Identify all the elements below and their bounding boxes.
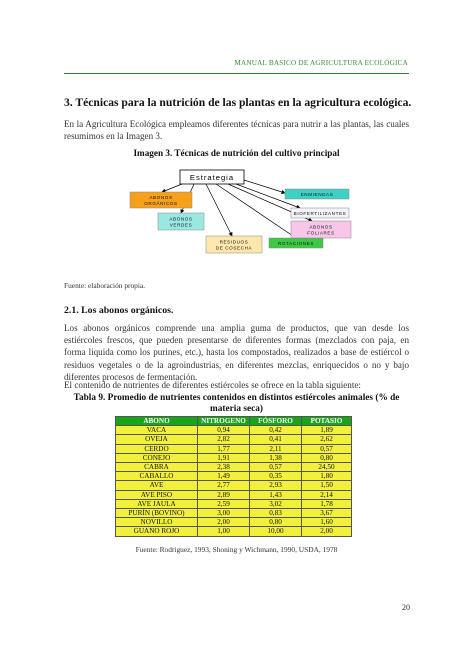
diagram-node xyxy=(206,236,262,253)
diagram-node-label: VERDES xyxy=(169,222,193,228)
header-rule xyxy=(64,73,409,74)
table-cell-value: 24,50 xyxy=(302,463,352,472)
table-cell-abono: OVEJA xyxy=(116,435,198,444)
table-cell-value: 0,35 xyxy=(250,472,302,481)
table-cell-value: 2,38 xyxy=(198,463,250,472)
diagram-node xyxy=(291,208,349,218)
column-header-nitrogeno: NITROGENO xyxy=(198,417,250,426)
nutrient-table xyxy=(115,416,352,537)
table-cell-value: 2,62 xyxy=(302,435,352,444)
table-caption: Tabla 9. Promedio de nutrientes contenidos en distintos estiércoles animales (% de materia seca) xyxy=(73,393,400,414)
table-cell-value: 1,60 xyxy=(302,518,352,527)
table-cell-value: 1,49 xyxy=(198,472,250,481)
diagram-node xyxy=(158,213,204,230)
table-cell-value: 1,50 xyxy=(302,481,352,490)
diagram-node-label: BIOFERTILIZANTES xyxy=(293,210,347,216)
table-cell-value: 3,02 xyxy=(250,499,302,508)
figure-caption: Imagen 3. Técnicas de nutrición del cultivo principal xyxy=(133,148,340,158)
table-cell-value: 2,59 xyxy=(198,499,250,508)
diagram-node xyxy=(285,189,349,199)
table-cell-value: 0,57 xyxy=(250,463,302,472)
table-cell-value: 10,00 xyxy=(250,527,302,536)
section-title: 3. Técnicas para la nutrición de las plantas en la agricultura ecológica. xyxy=(64,96,412,109)
table-row xyxy=(116,453,352,462)
table-cell-abono: NOVILLO xyxy=(116,518,198,527)
table-cell-value: 0,80 xyxy=(302,453,352,462)
table-cell-value: 1,91 xyxy=(198,453,250,462)
diagram-arrow xyxy=(216,184,296,238)
table-cell-abono: AVE xyxy=(116,481,198,490)
table-body xyxy=(116,426,352,536)
table-cell-value: 1,38 xyxy=(250,453,302,462)
table-intro-paragraph: El contenido de nutrientes de diferentes estiércoles se ofrece en la tabla siguiente: xyxy=(64,380,361,390)
table-header-row xyxy=(116,417,352,426)
diagram-node-label: DE COSECHA xyxy=(215,245,253,251)
subsection-title: 2.1. Los abonos orgánicos. xyxy=(64,305,174,316)
table-row xyxy=(116,499,352,508)
table-cell-abono: AVE JAULA xyxy=(116,499,198,508)
table-row xyxy=(116,472,352,481)
table-cell-value: 2,11 xyxy=(250,444,302,453)
table-source: Fuente: Rodriguez, 1993, Shoning y Wichmann, 1990, USDA, 1978 xyxy=(135,545,338,554)
table-cell-value: 1,00 xyxy=(198,527,250,536)
table-cell-value: 1,43 xyxy=(250,490,302,499)
table-cell-value: 2,00 xyxy=(198,518,250,527)
diagram-arrow xyxy=(162,184,182,192)
table-row xyxy=(116,490,352,499)
table-row xyxy=(116,444,352,453)
table-cell-value: 0,80 xyxy=(250,518,302,527)
intro-paragraph: En la Agricultura Ecológica empleamos diferentes técnicas para nutrir a las plantas, las cuales resumimos en la Imagen 3. xyxy=(64,119,409,141)
column-header-abono: ABONO xyxy=(116,417,198,426)
table-row xyxy=(116,518,352,527)
table-cell-value: 1,89 xyxy=(302,426,352,435)
diagram-node xyxy=(269,238,323,248)
diagram-node-label: FOLIARES xyxy=(307,230,335,236)
table-cell-value: 0,41 xyxy=(250,435,302,444)
table-cell-value: 2,00 xyxy=(302,527,352,536)
diagram-node-label: ABONOS xyxy=(309,224,333,230)
table-row xyxy=(116,435,352,444)
table-cell-value: 0,42 xyxy=(250,426,302,435)
table-cell-value: 1,78 xyxy=(302,499,352,508)
table-row xyxy=(116,509,352,518)
diagram-node-label: ENMIENDAS xyxy=(300,191,334,197)
table-cell-value: 0,57 xyxy=(302,444,352,453)
column-header-potasio: POTASIO xyxy=(302,417,352,426)
table-cell-abono: CERDO xyxy=(116,444,198,453)
diagram-node-label: ROTACIONES xyxy=(277,240,315,246)
table-row xyxy=(116,426,352,435)
column-header-fosforo: FÓSFORO xyxy=(250,417,302,426)
table-cell-abono: PURÍN (BOVINO) xyxy=(116,509,198,518)
table-cell-value: 1,77 xyxy=(198,444,250,453)
table-cell-value: 2,14 xyxy=(302,490,352,499)
diagram-nodes xyxy=(130,189,351,253)
table-cell-value: 2,93 xyxy=(250,481,302,490)
page-number: 20 xyxy=(402,603,410,612)
table-row xyxy=(116,463,352,472)
table-cell-abono: GUANO ROJO xyxy=(116,527,198,536)
diagram-root-label: Estrategia xyxy=(189,173,235,182)
table-cell-abono: CABALLO xyxy=(116,472,198,481)
table-cell-value: 1,80 xyxy=(302,472,352,481)
table-cell-value: 2,82 xyxy=(198,435,250,444)
figure-source: Fuente: elaboración propia. xyxy=(64,281,146,290)
diagram-node xyxy=(291,221,351,238)
table-cell-value: 2,89 xyxy=(198,490,250,499)
table-cell-abono: CABRA xyxy=(116,463,198,472)
diagram-root xyxy=(180,170,244,184)
table-cell-value: 0,83 xyxy=(250,509,302,518)
nutrient-table-wrapper xyxy=(115,416,351,537)
table-row xyxy=(116,527,352,536)
diagram-node-label: ABONOS xyxy=(169,216,193,222)
table-row xyxy=(116,481,352,490)
running-header: MANUAL BASICO DE AGRICULTURA ECOLÓGICA xyxy=(234,59,408,67)
nutrition-diagram xyxy=(64,162,409,272)
body-paragraph: Los abonos orgánicos comprende una amplia guma de productos, que van desde los estiércoles frescos, que pueden presentarse de diferentes formas (mezclados con paja, en forma liquida como los purines, etc.), hasta los compostados, realizados a base de estiércol o residuos vegetales o de la agroindustrias, en diferentes mezclas, enriquecidos o no y bajo diferentes procesos de fermentación. xyxy=(64,323,409,382)
table-cell-abono: VACA xyxy=(116,426,198,435)
diagram-node-label: ABONOS xyxy=(149,194,173,200)
table-cell-value: 2,77 xyxy=(198,481,250,490)
diagram-node-label: ORGÁNICOS xyxy=(144,201,178,206)
diagram-node-label: RESIDUOS xyxy=(219,239,249,245)
table-cell-abono: CONEJO xyxy=(116,453,198,462)
table-cell-value: 0,94 xyxy=(198,426,250,435)
table-cell-value: 3,67 xyxy=(302,509,352,518)
table-cell-value: 3,00 xyxy=(198,509,250,518)
diagram-arrow xyxy=(244,180,285,193)
diagram-node xyxy=(130,192,192,208)
table-cell-abono: AVE PISO xyxy=(116,490,198,499)
